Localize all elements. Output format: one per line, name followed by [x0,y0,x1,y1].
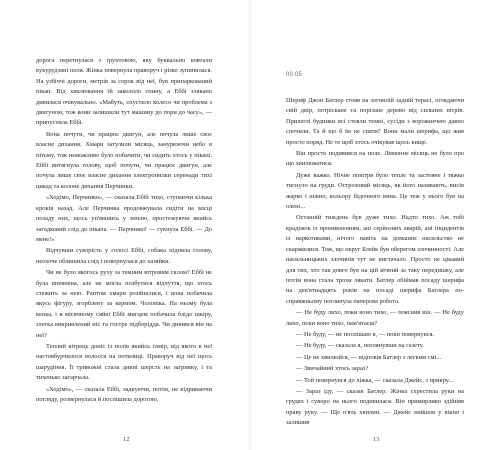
right-page [250,0,500,450]
paragraph: — Зараз іду, — сказав Батлер. Жінка схрестила руки на грудях і суворо на нього подивилася. Він примирливо здійняв праву руку. — Ще п'ять хвилин. — Джейс вийшов у вікно і залишив [286,387,464,427]
paragraph: — Не буду, — сказала я, поглянувши на газету. [296,342,424,350]
paragraph: Дуже важко. Нічне повітря було тепле та застояне і тяжко тиснуло на груди. Острозовий місяць, як його називають, висів жарко і ніжно, кольору бідочного вина. Це теж у нього був на олені... [286,171,464,211]
paragraph: «Ходімо, Перчинко», — сказала Еббі тихо, ступаючи кілька кроків назад. Але Перчинка продовжувала сидіти на місці позаду них, щось уп'явшись у землю, простежуючи якийсь загадковий слід до пікапа. — Перчинко! — гукнула Еббі. — До мене!» [36,194,212,243]
paragraph: Він просто подивився на поле. Лимонне місяць не було про що хвилюватися. [286,150,464,168]
paragraph: — Звичайний хтось зараз? [296,365,369,373]
paragraph: Теплий вітрець доніс із полів якийсь гамір, від якого в неї настовбурчилося волосся на потилиці. Праворуч від неї щось шарудіння. Її тривожні стала дивні шерсть на загривку, і та тихенько загарчала. [36,342,212,382]
left-page-number: 12 [123,436,130,443]
right-page-body [286,96,464,430]
paragraph: Вона почути, чи працює двигун, але почула лише своє власне дихання. Хмари затулили місяць, занурюючи небо в пітьму, тож неможливо було побачити, чи сидить хтось у пікапі. Еббі витягнула голову, щоб почути, чи працює двигун, але почула лише своє власне дихання електропилки серенади тихі цикад та колоне дихання Перчинки. [36,130,212,190]
paragraph: — Це не хвилюйся, — відповів Батлер з легким смі... [296,353,442,361]
paragraph: Чи не було якогось руху за темним вітровим склом? Еббі не була впевнена, але не могла позбутися відчуття, що хтось стежить за нею. Раптом хмари розійшлися, і вона побачила якусь фігуру, згорблену за кермом. Чоловіка. На ньому була кепка, і в місячному сяйві Еббі мигцем побачила блідо шкіру, злегка викривлений ніс та гостре підборіддя. Чи дивився він на неї? [36,269,212,339]
paragraph: — Той повернувся до ліжка, — сказала Джейс, з прикру... [296,376,454,384]
paragraph: «Ходімо», — сказала Еббі, задкуючи, потім, не відриваючи погляду, розвернулася й поспішила дорогою, [36,385,212,403]
paragraph: дорога перетнулася з ґрунтовою, яку буквально ковтали кукурудзяні поля. Жінка повернула праворуч і різко зупинилася. На узбіччі дороги, метрів за сорок від неї, був припаркований пікап. Від хвилювання їй закололо спину, а Еббі злякано дивилася очікувально. «Мабуть, спустило колесо чи проблема з двигуном, тож вони залишили тут машину до пори до часу», — припустила Еббі. [36,57,212,127]
right-page-number: 13 [373,436,380,443]
paragraph: Відчувши суворість у голосі Еббі, собака підняла голову, неохоче облишила слід і повернулася до хазяйки. [36,247,212,265]
left-page-body [36,56,212,406]
paragraph: Останній тиждень був дуже тихо. Надто тихо. Аж тобі крадіжок із проникненням, ані серйозних аварій, ані інцидентів із наркотиками, нічого навіть на домашнє насильство не скаржилися. Тож, що округ Блейк був оберегом злочинності. Але насильницьких злочинів тут не вистачало. Просто не цікавий для тих, хто так довго був на цій вічний за таку передишку, але потім вона стала трохи лякати. Батлер обіймав посаду шерифа на дев'ятнадцять років на посаді шерифа Батлера по-справжньому поглинула паперова робота. [286,214,464,305]
paragraph: — Не буду лихо, поки воно тихо, — пояснив він. — Не буду лихо, поки воно тихо, пам'ятаєш? [286,309,464,327]
paragraph: Шериф Джон Батлер стояв на зогнилій задній терасі, оглядаючи свій двір, потріскане та порізане дерево від сильних вітрів. Прилеглі будинки всі стояли темні, сусіди з ворожнечею давно спочили. Та й що б їм не спати? Вони мали шерифа, що жив просто поряд. Не те щоб хтось очікував щось вище. [286,97,464,146]
running-head: 00:05 [286,72,303,78]
paragraph: — Не буду, — не поспішаю я, — поки повернувся. [296,330,435,338]
